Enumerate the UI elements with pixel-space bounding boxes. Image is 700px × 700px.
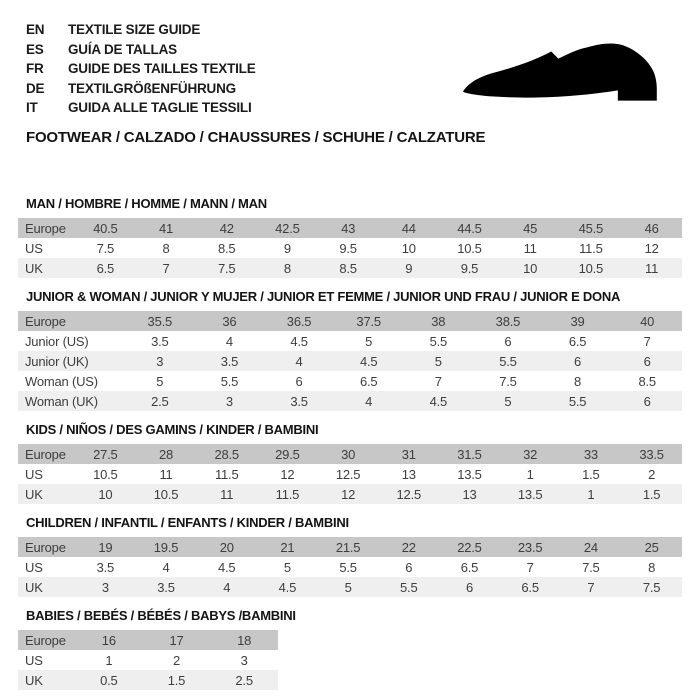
size-cell: 6 xyxy=(295,373,303,389)
size-cell: 11.5 xyxy=(579,240,603,256)
size-section-babies xyxy=(18,609,682,690)
size-cell: 8.5 xyxy=(217,240,236,256)
size-cell: 21.5 xyxy=(335,539,361,555)
row-label-cell: US xyxy=(25,652,43,668)
size-cell: 13.5 xyxy=(457,466,482,482)
size-cell: 19 xyxy=(98,539,113,555)
category-line: FOOTWEAR / CALZADO / CHAUSSURES / SCHUHE / CALZATURE xyxy=(26,129,486,146)
size-cell: 5 xyxy=(365,333,373,349)
size-cell: 8.5 xyxy=(339,260,357,276)
size-cell: 5 xyxy=(283,559,291,575)
size-cell: 7.5 xyxy=(582,559,600,575)
size-cell: 6 xyxy=(405,559,413,575)
size-cell: 41 xyxy=(159,220,174,236)
size-table-junior-woman xyxy=(18,311,682,411)
size-cell: 5 xyxy=(344,579,352,595)
size-cell: 3.5 xyxy=(151,333,169,349)
size-cell: 1 xyxy=(105,652,113,668)
size-cell: 44.5 xyxy=(457,220,482,236)
size-cell: 4.5 xyxy=(359,353,378,369)
size-cell: 3.5 xyxy=(157,579,175,595)
size-cell: 3.5 xyxy=(96,559,115,575)
row-label-cell: UK xyxy=(25,579,43,595)
size-cell: 11.5 xyxy=(275,486,300,502)
size-cell: 12 xyxy=(341,486,356,502)
size-table-man xyxy=(18,218,682,278)
size-cell: 3 xyxy=(240,652,248,668)
size-cell: 10 xyxy=(98,486,113,502)
table-row xyxy=(18,484,682,504)
size-cell: 46 xyxy=(644,220,659,236)
size-table-babies xyxy=(18,630,278,690)
size-cell: 12 xyxy=(280,466,295,482)
size-cell: 35.5 xyxy=(147,313,173,329)
language-row xyxy=(26,59,256,79)
size-cell: 5 xyxy=(156,373,164,389)
size-cell: 5 xyxy=(434,353,442,369)
table-row xyxy=(18,238,682,258)
size-cell: 23.5 xyxy=(517,539,543,555)
size-cell: 6 xyxy=(574,353,582,369)
row-label-cell: Woman (US) xyxy=(25,373,98,389)
size-cell: 3 xyxy=(225,393,233,409)
size-cell: 7.5 xyxy=(217,260,236,276)
size-cell: 25 xyxy=(644,539,659,555)
size-cell: 9 xyxy=(283,240,291,256)
table-row xyxy=(18,464,682,484)
language-row xyxy=(26,40,256,60)
language-row xyxy=(26,79,256,99)
section-title: MAN / HOMBRE / HOMME / MANN / MAN xyxy=(26,196,267,211)
language-row xyxy=(26,98,256,118)
row-label-cell: Woman (UK) xyxy=(25,393,98,409)
size-cell: 9.5 xyxy=(460,260,479,276)
size-cell: 36 xyxy=(222,313,237,329)
table-row xyxy=(18,371,682,391)
size-cell: 31.5 xyxy=(457,446,482,462)
size-section-junior-woman xyxy=(18,290,682,411)
size-cell: 6 xyxy=(643,353,651,369)
size-cell: 20 xyxy=(219,539,234,555)
size-cell: 12.5 xyxy=(335,466,361,482)
section-title: JUNIOR & WOMAN / JUNIOR Y MUJER / JUNIOR ET FEMME / JUNIOR UND FRAU / JUNIOR E DONA xyxy=(26,289,621,304)
size-cell: 8 xyxy=(648,559,656,575)
size-cell: 6.5 xyxy=(521,579,539,595)
table-row xyxy=(18,444,682,464)
size-cell: 3.5 xyxy=(290,393,308,409)
language-label: GUIDA ALLE TAGLIE TESSILI xyxy=(68,100,252,115)
language-row xyxy=(26,20,256,40)
size-cell: 28.5 xyxy=(214,446,239,462)
size-cell: 10.5 xyxy=(93,466,118,482)
size-cell: 8.5 xyxy=(638,373,656,389)
size-cell: 5.5 xyxy=(400,579,418,595)
size-cell: 10.5 xyxy=(578,260,604,276)
size-cell: 4 xyxy=(162,559,170,575)
row-label-cell: UK xyxy=(25,260,43,276)
size-cell: 7.5 xyxy=(96,240,115,256)
row-label-cell: Europe xyxy=(25,313,66,329)
size-cell: 9.5 xyxy=(339,240,357,256)
language-label: TEXTILE SIZE GUIDE xyxy=(68,22,201,37)
row-label-cell: UK xyxy=(25,486,43,502)
section-title: BABIES / BEBÉS / BÉBÉS / BABYS /BAMBINI xyxy=(26,608,296,623)
size-cell: 32 xyxy=(523,446,538,462)
section-title: KIDS / NIÑOS / DES GAMINS / KINDER / BAMBINI xyxy=(26,422,319,437)
size-cell: 11 xyxy=(159,466,173,482)
row-label-cell: Europe xyxy=(25,446,66,462)
size-cell: 11.5 xyxy=(214,466,239,482)
size-cell: 8 xyxy=(162,240,170,256)
size-cell: 7 xyxy=(434,373,442,389)
size-cell: 2 xyxy=(648,466,656,482)
row-label-cell: US xyxy=(25,466,43,482)
size-cell: 31 xyxy=(401,446,416,462)
size-cell: 40.5 xyxy=(93,220,118,236)
size-cell: 5.5 xyxy=(429,333,448,349)
size-cell: 11 xyxy=(523,240,537,256)
row-label-cell: US xyxy=(25,240,43,256)
size-cell: 40 xyxy=(640,313,655,329)
size-cell: 5.5 xyxy=(220,373,239,389)
size-cell: 4.5 xyxy=(290,333,308,349)
size-section-kids xyxy=(18,423,682,504)
size-cell: 37.5 xyxy=(356,313,381,329)
size-cell: 7 xyxy=(587,579,595,595)
size-cell: 33.5 xyxy=(639,446,664,462)
size-cell: 38.5 xyxy=(495,313,521,329)
size-cell: 18 xyxy=(237,632,252,648)
row-label-cell: Junior (UK) xyxy=(25,353,89,369)
size-cell: 10.5 xyxy=(457,240,482,256)
size-cell: 42.5 xyxy=(275,220,300,236)
row-label-cell: US xyxy=(25,559,43,575)
size-cell: 3.5 xyxy=(220,353,239,369)
size-cell: 5.5 xyxy=(568,393,587,409)
language-code: EN xyxy=(26,22,45,37)
size-cell: 2.5 xyxy=(151,393,169,409)
size-cell: 39 xyxy=(570,313,585,329)
size-cell: 30 xyxy=(341,446,356,462)
size-cell: 1.5 xyxy=(642,486,661,502)
size-cell: 17 xyxy=(169,632,184,648)
size-cell: 4 xyxy=(295,353,303,369)
language-label: GUIDE DES TAILLES TEXTILE xyxy=(68,61,256,76)
table-row xyxy=(18,670,278,690)
size-cell: 4.5 xyxy=(217,559,236,575)
section-title: CHILDREN / INFANTIL / ENFANTS / KINDER / BAMBINI xyxy=(26,515,349,530)
row-label-cell: UK xyxy=(25,672,43,688)
size-cell: 19.5 xyxy=(153,539,179,555)
language-label: TEXTILGRÖßENFÜHRUNG xyxy=(68,80,236,96)
shoe-icon xyxy=(460,38,665,110)
size-cell: 42 xyxy=(219,220,234,236)
size-cell: 7 xyxy=(643,333,651,349)
table-row xyxy=(18,351,682,371)
size-cell: 4 xyxy=(223,579,231,595)
size-cell: 3 xyxy=(101,579,109,595)
size-cell: 7.5 xyxy=(499,373,517,389)
size-cell: 2 xyxy=(172,652,180,668)
size-cell: 29.5 xyxy=(275,446,300,462)
size-cell: 38 xyxy=(431,313,446,329)
table-row xyxy=(18,630,278,650)
size-cell: 8 xyxy=(574,373,582,389)
size-cell: 8 xyxy=(283,260,291,276)
size-cell: 27.5 xyxy=(93,446,118,462)
size-cell: 13.5 xyxy=(517,486,543,502)
row-label-cell: Europe xyxy=(25,539,66,555)
size-cell: 28 xyxy=(159,446,174,462)
size-section-man xyxy=(18,197,682,278)
size-cell: 5.5 xyxy=(339,559,357,575)
size-cell: 10.5 xyxy=(153,486,179,502)
size-cell: 13 xyxy=(462,486,477,502)
size-cell: 2.5 xyxy=(235,672,253,688)
size-table-children xyxy=(18,537,682,597)
size-cell: 6.5 xyxy=(359,373,378,389)
language-list xyxy=(26,20,256,118)
size-table-kids xyxy=(18,444,682,504)
language-code: ES xyxy=(26,41,44,57)
table-row xyxy=(18,258,682,278)
size-cell: 16 xyxy=(101,632,116,648)
language-label: GUÍA DE TALLAS xyxy=(68,41,177,57)
size-cell: 21 xyxy=(280,539,295,555)
size-cell: 4 xyxy=(225,333,233,349)
table-row xyxy=(18,331,682,351)
size-cell: 6.5 xyxy=(96,260,115,276)
size-cell: 13 xyxy=(401,466,416,482)
size-section-children xyxy=(18,516,682,597)
size-cell: 22.5 xyxy=(457,539,482,555)
size-cell: 1 xyxy=(526,466,534,482)
row-label-cell: Europe xyxy=(25,632,66,648)
size-cell: 5 xyxy=(504,393,512,409)
table-row xyxy=(18,557,682,577)
size-cell: 36.5 xyxy=(286,313,312,329)
shoe-silhouette-path xyxy=(463,44,657,101)
size-cell: 11 xyxy=(645,260,659,276)
language-code: IT xyxy=(26,100,38,115)
size-cell: 44 xyxy=(401,220,416,236)
row-label-cell: Europe xyxy=(25,220,66,236)
size-cell: 6.5 xyxy=(460,559,479,575)
language-code: DE xyxy=(26,80,45,96)
language-code: FR xyxy=(26,61,44,76)
size-cell: 6 xyxy=(643,393,651,409)
size-cell: 45.5 xyxy=(578,220,604,236)
size-cell: 1.5 xyxy=(582,466,600,482)
size-cell: 5.5 xyxy=(499,353,517,369)
size-cell: 7 xyxy=(162,260,170,276)
size-cell: 6 xyxy=(504,333,512,349)
table-row xyxy=(18,311,682,331)
size-cell: 4 xyxy=(365,393,373,409)
table-row xyxy=(18,577,682,597)
size-cell: 4.5 xyxy=(429,393,448,409)
size-tables xyxy=(18,197,682,700)
size-cell: 12 xyxy=(644,240,659,256)
size-cell: 9 xyxy=(405,260,413,276)
size-cell: 12.5 xyxy=(396,486,422,502)
size-cell: 10 xyxy=(401,240,416,256)
size-cell: 10 xyxy=(523,260,538,276)
size-cell: 45 xyxy=(523,220,538,236)
size-cell: 6 xyxy=(465,579,473,595)
size-cell: 33 xyxy=(583,446,598,462)
size-cell: 7 xyxy=(526,559,534,575)
table-row xyxy=(18,650,278,670)
table-row xyxy=(18,537,682,557)
size-cell: 22 xyxy=(401,539,416,555)
size-cell: 3 xyxy=(156,353,164,369)
table-row xyxy=(18,391,682,411)
size-cell: 6.5 xyxy=(568,333,587,349)
table-row xyxy=(18,218,682,238)
size-cell: 24 xyxy=(583,539,598,555)
size-cell: 11 xyxy=(220,486,234,502)
size-cell: 1.5 xyxy=(167,672,186,688)
size-cell: 4.5 xyxy=(278,579,297,595)
size-cell: 0.5 xyxy=(100,672,118,688)
size-cell: 43 xyxy=(341,220,356,236)
size-cell: 7.5 xyxy=(642,579,661,595)
row-label-cell: Junior (US) xyxy=(25,333,89,349)
size-cell: 1 xyxy=(587,486,595,502)
